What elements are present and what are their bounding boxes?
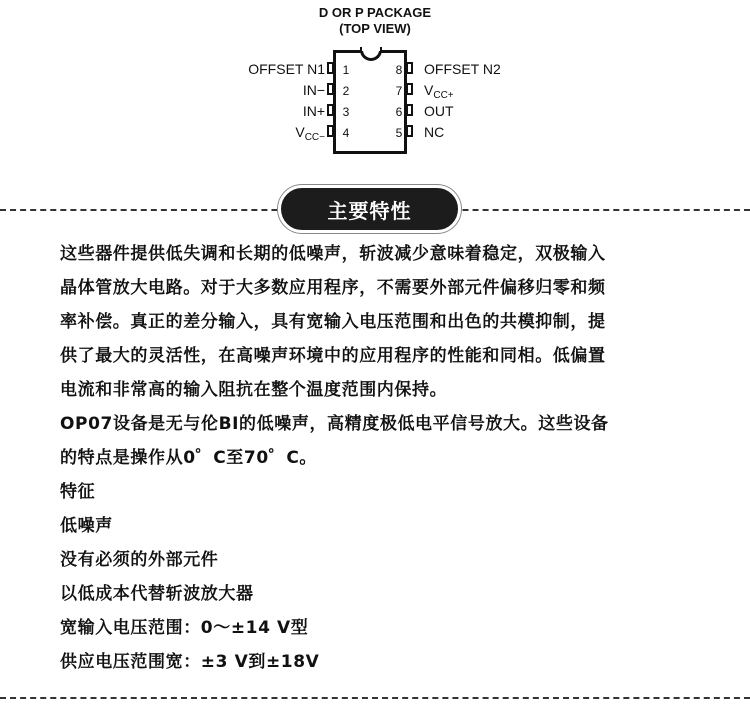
pin-label-offset-n1: OFFSET N1 [248,61,325,77]
pin-4-lead [327,125,334,137]
pin-number-2: 2 [342,84,350,98]
package-title-line-1: D OR P PACKAGE [318,5,432,20]
pin-label-nc: NC [424,124,445,140]
pin-number-8: 8 [395,63,403,77]
pin-2-lead [327,83,334,95]
pin-number-6: 6 [395,105,403,119]
pin-number-1: 1 [342,63,350,77]
pin-3-lead [327,104,334,116]
pin-number-4: 4 [342,126,350,140]
feature-description [60,237,700,679]
pin-number-3: 3 [342,105,350,119]
text-line: OP07设备是无与伦BI的低噪声，高精度极低电平信号放大。这些设备 [60,414,609,434]
pin-number-5: 5 [395,126,403,140]
pin-7-lead [406,83,413,95]
feature-item: 以低成本代替斩波放大器 [60,584,254,604]
text-line: 晶体管放大电路。对于大多数应用程序，不需要外部元件偏移归零和频 [60,278,606,298]
text-line: 的特点是操作从0゜C至70゜C。 [60,448,318,468]
package-title-line-2: (TOP VIEW) [339,21,411,36]
pin-label-out: OUT [424,103,454,119]
feature-item: 供应电压范围宽：±3 V到±18V [60,652,320,672]
package-title [0,5,750,37]
pin-label-in-minus: IN− [302,82,325,98]
pin-label-vcc-plus: $V_{CC+}$ [424,82,454,101]
pin-label-in-plus: IN+ [302,103,325,119]
text-line: 这些器件提供低失调和长期的低噪声，斩波减少意味着稳定，双极输入 [60,244,606,264]
text-line: 供了最大的灵活性，在高噪声环境中的应用程序的性能和同相。低偏置 [60,346,606,366]
text-line: 电流和非常高的输入阻抗在整个温度范围内保持。 [60,380,448,400]
pin-1-lead [327,62,334,74]
text-line: 率补偿。真正的差分输入，具有宽输入电压范围和出色的共模抑制，提 [60,312,606,332]
pin-label-offset-n2: OFFSET N2 [424,61,501,77]
section-title-badge: 主要特性 [278,185,461,233]
pin-6-lead [406,104,413,116]
pin-number-7: 7 [395,84,403,98]
feature-item: 宽输入电压范围：0～±14 V型 [60,618,309,638]
feature-item: 没有必须的外部元件 [60,550,219,570]
pin-8-lead [406,62,413,74]
feature-item: 低噪声 [60,516,113,536]
features-heading: 特征 [60,482,96,502]
pin-5-lead [406,125,413,137]
section-divider-bottom [0,697,750,699]
pin-label-vcc-minus: $V_{CC-}$ [295,124,325,143]
